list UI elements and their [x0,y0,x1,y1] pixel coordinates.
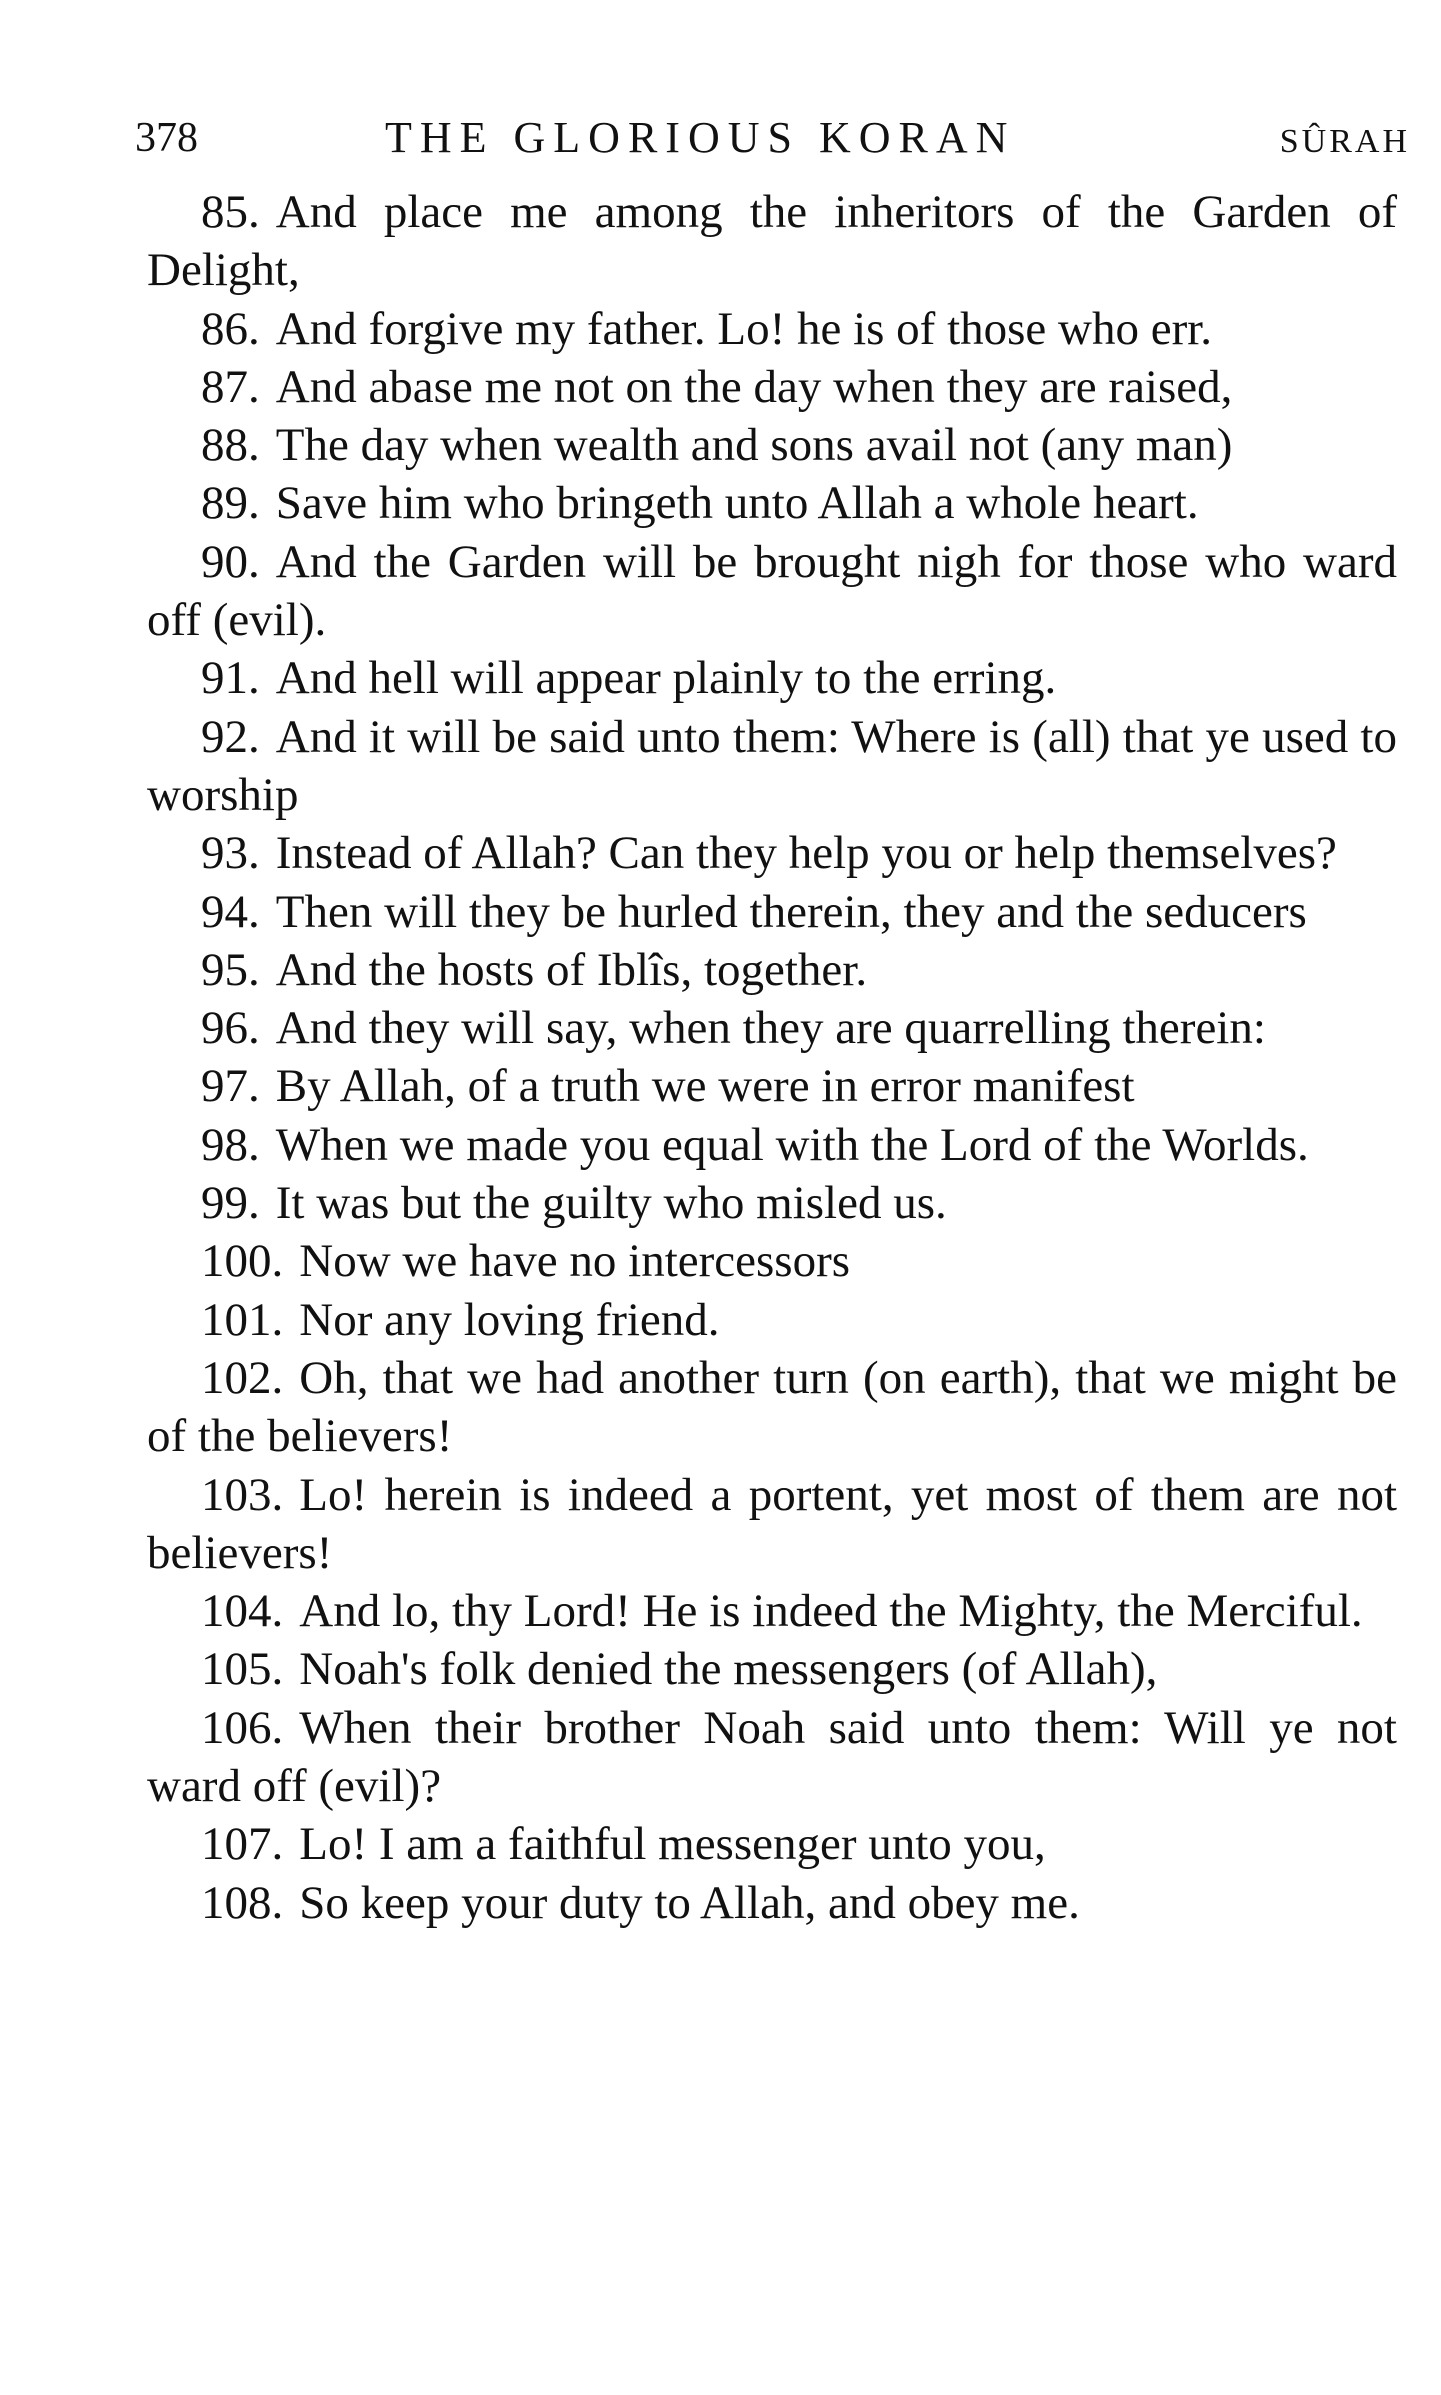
verse-97 [147,1057,1397,1115]
verse-90 [147,533,1397,650]
verse-108 [147,1874,1397,1932]
verse-text: And they will say, when they are quarrelling therein: [275,1002,1266,1055]
verse-text: Then will they be hurled therein, they and the seducers [275,885,1307,938]
verse-number: 92. [201,710,260,763]
verse-number: 97. [201,1060,260,1113]
verse-text: Noah's folk denied the messengers (of Allah), [299,1643,1158,1696]
verse-text: So keep your duty to Allah, and obey me. [299,1876,1080,1929]
verse-number: 107. [201,1818,284,1871]
verse-number: 90. [201,535,260,588]
verse-text: Lo! I am a faithful messenger unto you, [299,1818,1046,1871]
verse-85 [147,183,1397,300]
verse-list [147,183,1397,1932]
verse-text: And the hosts of Iblîs, together. [275,943,868,996]
verse-number: 95. [201,943,260,996]
verse-text: Instead of Allah? Can they help you or help themselves? [275,827,1337,880]
book-title: THE GLORIOUS KORAN [385,113,1016,162]
verse-number: 98. [201,1118,260,1171]
verse-text: And the Garden will be brought nigh for those who ward off (evil). [147,535,1397,647]
verse-number: 105. [201,1643,284,1696]
verse-number: 88. [201,419,260,472]
section-label: SÛRAH [1279,123,1410,160]
verse-text: Now we have no intercessors [299,1235,851,1288]
verse-number: 108. [201,1876,284,1929]
verse-text: And abase me not on the day when they are raised, [275,360,1233,413]
verse-text: Save him who bringeth unto Allah a whole heart. [275,477,1199,530]
verse-106 [147,1699,1397,1816]
verse-86 [147,300,1397,358]
verse-101 [147,1291,1397,1349]
verse-92 [147,708,1397,825]
verse-99 [147,1174,1397,1232]
verse-number: 91. [201,652,260,705]
verse-88 [147,416,1397,474]
verse-text: Nor any loving friend. [299,1293,720,1346]
verse-number: 87. [201,360,260,413]
verse-number: 85. [201,186,260,238]
verse-93 [147,824,1397,882]
verse-104 [147,1582,1397,1640]
verse-text: And it will be said unto them: Where is (all) that ye used to worship [147,710,1397,821]
verse-text: And lo, thy Lord! He is indeed the Mighty, the Merciful. [299,1585,1363,1638]
verse-96 [147,999,1397,1057]
verse-text: And place me among the inheritors of the Garden of Delight, [147,186,1397,297]
verse-number: 89. [201,477,260,530]
running-head [135,108,1410,168]
verse-95 [147,941,1397,999]
verse-94 [147,883,1397,941]
verse-89 [147,474,1397,532]
verse-number: 103. [201,1468,284,1521]
verse-number: 94. [201,885,260,938]
verse-number: 101. [201,1293,284,1346]
verse-98 [147,1116,1397,1174]
verse-text: And hell will appear plainly to the erring. [275,652,1057,705]
verse-100 [147,1232,1397,1290]
verse-number: 86. [201,302,260,355]
verse-number: 102. [201,1351,284,1404]
verse-103 [147,1466,1397,1583]
verse-text: Lo! herein is indeed a portent, yet most of them are not believers! [147,1468,1397,1579]
verse-number: 104. [201,1585,284,1638]
verse-text: By Allah, of a truth we were in error manifest [275,1060,1135,1113]
verse-number: 93. [201,827,260,880]
verse-107 [147,1815,1397,1873]
verse-text: Oh, that we had another turn (on earth), that we might be of the believers! [147,1351,1397,1463]
verse-text: The day when wealth and sons avail not (any man) [275,419,1233,472]
verse-102 [147,1349,1397,1466]
verse-105 [147,1640,1397,1698]
verse-number: 106. [201,1701,284,1754]
verse-text: When their brother Noah said unto them: Will ye not ward off (evil)? [147,1701,1397,1813]
verse-87 [147,358,1397,416]
verse-text: And forgive my father. Lo! he is of those who err. [275,302,1213,355]
verse-text: When we made you equal with the Lord of the Worlds. [275,1118,1309,1171]
verse-91 [147,649,1397,707]
verse-number: 96. [201,1002,260,1055]
verse-number: 100. [201,1235,284,1288]
page-number: 378 [135,115,198,161]
verse-text: It was but the guilty who misled us. [275,1177,947,1230]
verse-number: 99. [201,1177,260,1230]
